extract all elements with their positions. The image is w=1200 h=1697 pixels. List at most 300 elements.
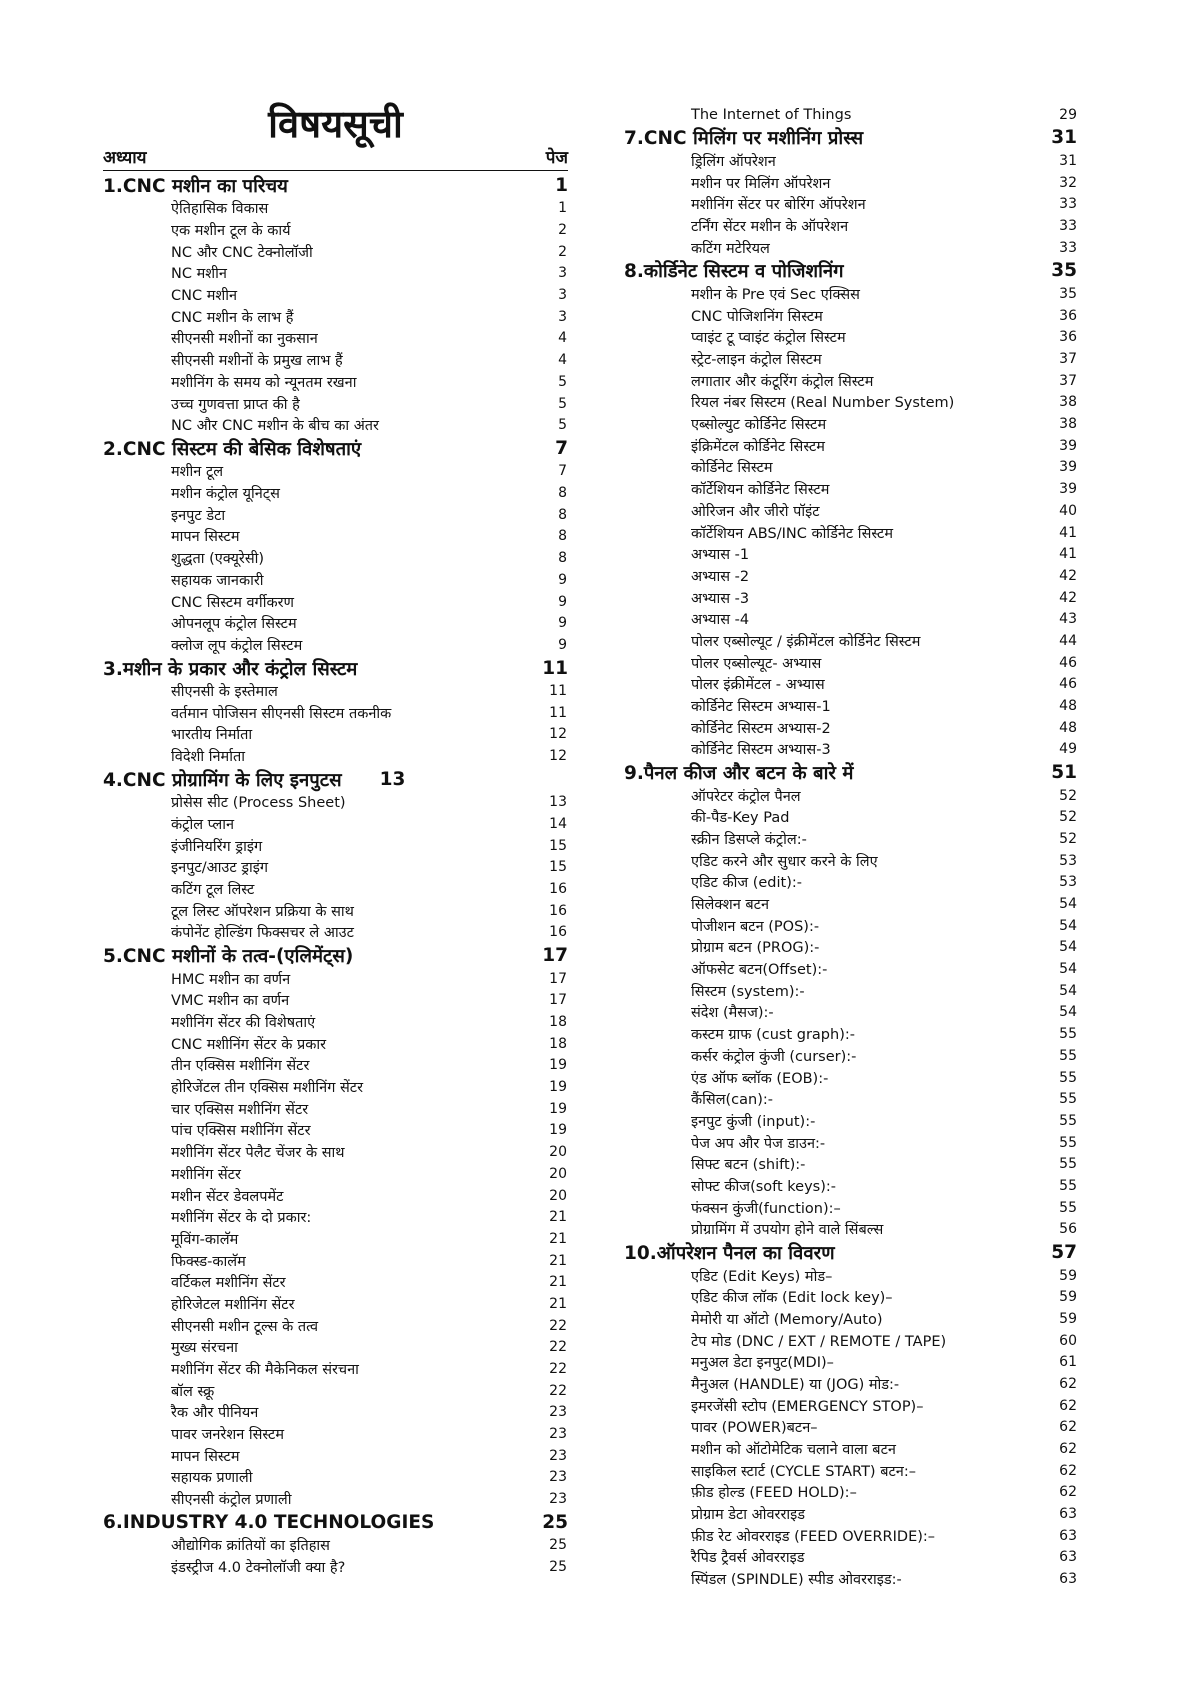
- toc-entry: [624, 806, 1077, 828]
- chapter-title: 3.मशीन के प्रकार और कंट्रोल सिस्टम: [103, 658, 358, 680]
- entry-title: ऐतिहासिक विकास: [171, 201, 269, 218]
- toc-entry: [103, 241, 568, 263]
- entry-title: टूल लिस्ट ऑपरेशन प्रक्रिया के साथ: [171, 903, 354, 920]
- toc-entry: [624, 543, 1077, 565]
- page-number: 17: [549, 970, 567, 987]
- toc-entry: [103, 1098, 568, 1120]
- toc-entry: [624, 1067, 1077, 1089]
- toc-entry: [624, 370, 1077, 392]
- entry-title: एंड ऑफ ब्लॉक (EOB):-: [691, 1070, 829, 1087]
- entry-title: मूविंग-कालॅम: [171, 1231, 239, 1248]
- entry-title: मेमोरी या ऑटो (Memory/Auto): [691, 1311, 883, 1328]
- toc-entry: [624, 872, 1077, 894]
- page-number: 54: [1059, 1004, 1077, 1021]
- chapter-heading: [103, 767, 568, 792]
- page-number: 14: [549, 816, 567, 833]
- entry-title: मशीन सेंटर डेवलपमेंट: [171, 1188, 284, 1205]
- page-number: 51: [1051, 762, 1077, 783]
- toc-entry: [624, 1330, 1077, 1352]
- entry-title: कैंसिल(can):-: [691, 1092, 774, 1109]
- toc-entry: [103, 900, 568, 922]
- toc-entry: [624, 215, 1077, 237]
- page-number: 39: [1059, 437, 1077, 454]
- entry-title: The Internet of Things: [691, 106, 852, 123]
- chapter-title: 10.ऑपरेशन पैनल का विवरण: [624, 1242, 835, 1264]
- page-number: 55: [1059, 1112, 1077, 1129]
- page-number: 56: [1059, 1221, 1077, 1238]
- toc-entry: [103, 745, 568, 767]
- page-number: 48: [1059, 719, 1077, 736]
- toc-entry: [103, 857, 568, 879]
- page-number: 55: [1059, 1134, 1077, 1151]
- toc-entry: [624, 1503, 1077, 1525]
- page-number: 37: [1059, 372, 1077, 389]
- entry-title: मशीन के Pre एवं Sec एक्सिस: [691, 286, 860, 303]
- entry-title: ओरिजन और जीरो पॉइंट: [691, 503, 820, 520]
- toc-entry: [624, 1153, 1077, 1175]
- entry-title: NC और CNC टेक्नोलॉजी: [171, 244, 313, 261]
- page-number: 18: [549, 1035, 567, 1052]
- entry-title: सोफ्ट कीज(soft keys):-: [691, 1178, 837, 1195]
- chapter-title: 8.कोर्डिनेट सिस्टम व पोजिशनिंग: [624, 261, 844, 283]
- entry-title: विदेशी निर्माता: [171, 749, 245, 766]
- toc-entry: [103, 680, 568, 702]
- page-number: 54: [1059, 917, 1077, 934]
- entry-title: पोजीशन बटन (POS):-: [691, 918, 820, 935]
- chapter-title: 1.CNC मशीन का परिचय: [103, 175, 288, 197]
- page-number: 20: [549, 1187, 567, 1204]
- toc-entry: [624, 1002, 1077, 1024]
- toc-entry: [103, 1120, 568, 1142]
- page-number: 8: [558, 528, 567, 545]
- toc-entry: [624, 937, 1077, 959]
- page-number: 31: [1051, 127, 1077, 149]
- entry-title: टर्निंग सेंटर मशीन के ऑपरेशन: [691, 219, 849, 236]
- page-number: 62: [1059, 1419, 1077, 1436]
- page-number: 59: [1059, 1310, 1077, 1327]
- entry-title: चार एक्सिस मशीनिंग सेंटर: [171, 1101, 309, 1118]
- toc-entry: [624, 587, 1077, 609]
- entry-title: इनपुट कुंजी (input):-: [691, 1113, 816, 1130]
- page-number: 40: [1059, 502, 1077, 519]
- page-number: 60: [1059, 1332, 1077, 1349]
- page-number: 62: [1059, 1484, 1077, 1501]
- page-number: 38: [1059, 394, 1077, 411]
- page-number: 21: [549, 1295, 567, 1312]
- entry-title: कोर्डिनेट सिस्टम: [691, 460, 773, 477]
- entry-title: मशीनिंग के समय को न्यूनतम रखना: [171, 374, 357, 391]
- page-number: 54: [1059, 939, 1077, 956]
- page-number: 19: [549, 1079, 567, 1096]
- toc-entry: [624, 1438, 1077, 1460]
- entry-title: कंपोनेंट होल्डिंग फिक्सचर ले आउट: [171, 925, 354, 942]
- page-number: 21: [549, 1274, 567, 1291]
- page-number: 48: [1059, 698, 1077, 715]
- toc-entry: [103, 1250, 568, 1272]
- entry-title: पोलर एब्सोल्यूट- अभ्यास: [691, 655, 822, 672]
- toc-entry: [624, 1175, 1077, 1197]
- chapter-title: 5.CNC मशीनों के तत्व-(एलिमेंट्स): [103, 946, 354, 968]
- toc-entry: [624, 237, 1077, 259]
- entry-title: कंट्रोल प्लान: [171, 817, 235, 834]
- page-number: 21: [549, 1209, 567, 1226]
- entry-title: मशीन कंट्रोल यूनिट्स: [171, 486, 280, 503]
- entry-title: की-पैड-Key Pad: [691, 810, 790, 827]
- toc-entry: [624, 1219, 1077, 1241]
- toc-entry: [624, 565, 1077, 587]
- toc-entry: [103, 1011, 568, 1033]
- page-number: 21: [549, 1252, 567, 1269]
- toc-entry: [624, 1351, 1077, 1373]
- page-number: 25: [542, 1511, 568, 1533]
- entry-title: पोलर इंक्रीमेंटल - अभ्यास: [691, 677, 825, 694]
- entry-title: फंक्सन कुंजी(function):–: [691, 1200, 841, 1217]
- entry-title: CNC मशीन: [171, 288, 238, 305]
- toc-entry: [624, 522, 1077, 544]
- page-number: 19: [549, 1057, 567, 1074]
- toc-entry: [624, 327, 1077, 349]
- toc-entry: [103, 1445, 568, 1467]
- page-number: 39: [1059, 481, 1077, 498]
- toc-entry: [103, 482, 568, 504]
- toc-entry: [624, 457, 1077, 479]
- entry-title: अभ्यास -3: [691, 590, 750, 607]
- entry-title: स्ट्रेट-लाइन कंट्रोल सिस्टम: [691, 352, 822, 369]
- entry-title: HMC मशीन का वर्णन: [171, 971, 291, 988]
- entry-title: साइकिल स्टार्ट (CYCLE START) बटन:–: [691, 1463, 916, 1480]
- entry-title: पावर (POWER)बटन–: [691, 1420, 818, 1437]
- page-number: 17: [549, 992, 567, 1009]
- entry-title: अभ्यास -1: [691, 547, 750, 564]
- chapter-heading: [103, 173, 568, 198]
- page-number: 63: [1059, 1571, 1077, 1588]
- entry-title: शुद्धता (एक्यूरेसी): [171, 551, 265, 568]
- toc-entry: [103, 461, 568, 483]
- page-number: 11: [549, 704, 567, 721]
- entry-title: मशीनिंग सेंटर के दो प्रकार:: [171, 1210, 312, 1227]
- page-number: 53: [1059, 874, 1077, 891]
- toc-entry: [103, 1467, 568, 1489]
- entry-title: मशीन टूल: [171, 464, 224, 481]
- entry-title: CNC सिस्टम वर्गीकरण: [171, 594, 295, 611]
- page-number: 52: [1059, 830, 1077, 847]
- page-number: 36: [1059, 307, 1077, 324]
- page-number: 5: [558, 373, 567, 390]
- page-number: 1: [558, 200, 567, 217]
- page-number: 46: [1059, 676, 1077, 693]
- page-number: 33: [1059, 239, 1077, 256]
- page-number: 54: [1059, 961, 1077, 978]
- page-number: 4: [558, 330, 567, 347]
- toc-entry: [103, 634, 568, 656]
- chapter-title: 7.CNC मिलिंग पर मशीनिंग प्रोस्स: [624, 128, 864, 150]
- toc-entry: [624, 1045, 1077, 1067]
- toc-entry: [103, 1337, 568, 1359]
- entry-title: सिलेक्शन बटन: [691, 897, 769, 914]
- toc-entry: [624, 500, 1077, 522]
- page-number: 33: [1059, 218, 1077, 235]
- page-number: 23: [549, 1404, 567, 1421]
- toc-entry: [103, 835, 568, 857]
- toc-entry: [103, 263, 568, 285]
- toc-entry: [624, 1265, 1077, 1287]
- entry-title: लगातार और कंटूरिंग कंट्रोल सिस्टम: [691, 373, 874, 390]
- page-number: 62: [1059, 1375, 1077, 1392]
- entry-title: कोर्डिनेट सिस्टम अभ्यास-3: [691, 742, 831, 759]
- toc-entry: [103, 1228, 568, 1250]
- toc-entry: [103, 1423, 568, 1445]
- page-number: 3: [558, 265, 567, 282]
- toc-entry: [103, 1535, 568, 1557]
- chapter-heading: [624, 760, 1077, 785]
- entry-title: प्वाइंट टू प्वाइंट कंट्रोल सिस्टम: [691, 330, 846, 347]
- page-number: 31: [1059, 153, 1077, 170]
- page-number: 9: [558, 593, 567, 610]
- page-number: 63: [1059, 1527, 1077, 1544]
- page-number: 55: [1059, 1069, 1077, 1086]
- entry-title: फिक्स्ड-कालॅम: [171, 1253, 246, 1270]
- toc-left-list: [103, 173, 568, 1578]
- toc-entry: [103, 1206, 568, 1228]
- toc-entry: [624, 1373, 1077, 1395]
- page-number: 5: [558, 395, 567, 412]
- toc-entry: [103, 1488, 568, 1510]
- entry-title: फ़ीड होल्ड (FEED HOLD):–: [691, 1485, 857, 1502]
- page-number: 12: [549, 748, 567, 765]
- page-number: 38: [1059, 416, 1077, 433]
- entry-title: पावर जनरेशन सिस्टम: [171, 1427, 285, 1444]
- page-number: 43: [1059, 611, 1077, 628]
- toc-entry: [103, 1163, 568, 1185]
- page-number: 35: [1059, 285, 1077, 302]
- entry-title: मशीनिंग सेंटर पेलैट चेंजर के साथ: [171, 1145, 345, 1162]
- toc-entry: [103, 922, 568, 944]
- toc-entry: [103, 198, 568, 220]
- toc-entry: [624, 739, 1077, 761]
- entry-title: सीएनसी कंट्रोल प्रणाली: [171, 1492, 292, 1509]
- page-number: 22: [549, 1361, 567, 1378]
- page-number: 19: [549, 1122, 567, 1139]
- entry-title: होरिजेंटल तीन एक्सिस मशीनिंग सेंटर: [171, 1080, 364, 1097]
- page-number: 12: [549, 726, 567, 743]
- toc-entry: [624, 630, 1077, 652]
- toc-entry: [624, 674, 1077, 696]
- entry-title: अभ्यास -2: [691, 568, 750, 585]
- page-number: 15: [549, 859, 567, 876]
- chapter-heading: [103, 943, 568, 968]
- toc-entry: [624, 717, 1077, 739]
- page-number: 62: [1059, 1441, 1077, 1458]
- toc-entry: [624, 305, 1077, 327]
- toc-entry: [103, 813, 568, 835]
- entry-title: तीन एक्सिस मशीनिंग सेंटर: [171, 1058, 310, 1075]
- entry-title: सिस्टम (system):-: [691, 983, 805, 1000]
- entry-title: मनुअल डेटा इनपुट(MDI)–: [691, 1355, 834, 1372]
- entry-title: कटिंग टूल लिस्ट: [171, 882, 255, 899]
- toc-left-column: [103, 100, 568, 1578]
- page-number: 18: [549, 1014, 567, 1031]
- page-number: 22: [549, 1339, 567, 1356]
- toc-entry: [103, 968, 568, 990]
- entry-title: सहायक प्रणाली: [171, 1470, 253, 1487]
- page-number: 63: [1059, 1549, 1077, 1566]
- entry-title: एडिट करने और सुधार करने के लिए: [691, 853, 878, 870]
- toc-entry: [103, 284, 568, 306]
- entry-title: मापन सिस्टम: [171, 529, 240, 546]
- chapter-title: 6.INDUSTRY 4.0 TECHNOLOGIES: [103, 1511, 435, 1533]
- entry-title: ऑफसेट बटन(Offset):-: [691, 962, 828, 979]
- toc-entry: [624, 1088, 1077, 1110]
- entry-title: पेज अप और पेज डाउन:-: [691, 1135, 826, 1152]
- page-number: 9: [558, 615, 567, 632]
- toc-entry: [103, 612, 568, 634]
- toc-entry: [103, 1293, 568, 1315]
- page-number: 52: [1059, 787, 1077, 804]
- toc-entry: [624, 1568, 1077, 1590]
- page-number: 2: [558, 222, 567, 239]
- toc-entry: [624, 915, 1077, 937]
- toc-entry: [103, 990, 568, 1012]
- toc-entry: [624, 608, 1077, 630]
- toc-entry: [624, 172, 1077, 194]
- entry-title: CNC पोजिशनिंग सिस्टम: [691, 308, 823, 325]
- toc-entry: [624, 1547, 1077, 1569]
- toc-entry: [103, 1185, 568, 1207]
- toc-entry: [103, 504, 568, 526]
- page-number: 35: [1051, 260, 1077, 282]
- toc-entry: [624, 104, 1077, 126]
- page-number: 2: [558, 243, 567, 260]
- entry-title: सिफ्ट बटन (shift):-: [691, 1157, 806, 1174]
- entry-title: एडिट कीज लॉक (Edit lock key)–: [691, 1290, 893, 1307]
- toc-entry: [103, 1315, 568, 1337]
- page-number: 11: [542, 657, 568, 679]
- entry-title: कॉर्टेशियन ABS/INC कोर्डिनेट सिस्टम: [691, 525, 893, 542]
- toc-entry: [624, 828, 1077, 850]
- toc-entry: [103, 547, 568, 569]
- page-number: 3: [558, 287, 567, 304]
- entry-title: इनपुट डेटा: [171, 507, 226, 524]
- page-number: 39: [1059, 459, 1077, 476]
- chapter-heading: [624, 1240, 1077, 1265]
- page-number: 41: [1059, 546, 1077, 563]
- entry-title: CNC मशीनिंग सेंटर के प्रकार: [171, 1036, 327, 1053]
- entry-title: ऑपरेटर कंट्रोल पैनल: [691, 788, 801, 805]
- page-number: 36: [1059, 329, 1077, 346]
- page-number: 33: [1059, 196, 1077, 213]
- entry-title: औद्योगिक क्रांतियों का इतिहास: [171, 1538, 330, 1555]
- page-number: 20: [549, 1165, 567, 1182]
- chapter-column-label: अध्याय: [103, 148, 147, 168]
- toc-entry: [103, 1358, 568, 1380]
- page-number: 23: [549, 1426, 567, 1443]
- page-number: 61: [1059, 1354, 1077, 1371]
- entry-title: मशीनिंग सेंटर पर बोरिंग ऑपरेशन: [691, 197, 866, 214]
- toc-entry: [103, 1076, 568, 1098]
- entry-title: फ़ीड रेट ओवरराइड (FEED OVERRIDE):–: [691, 1528, 936, 1545]
- entry-title: प्रोग्राम बटन (PROG):-: [691, 940, 820, 957]
- toc-entry: [103, 393, 568, 415]
- toc-entry: [624, 1460, 1077, 1482]
- page-number: 20: [549, 1144, 567, 1161]
- page-number: 62: [1059, 1462, 1077, 1479]
- page-number: 62: [1059, 1397, 1077, 1414]
- toc-entry: [103, 349, 568, 371]
- entry-title: एडिट कीज (edit):-: [691, 875, 802, 892]
- entry-title: कस्टम ग्राफ (cust graph):-: [691, 1027, 855, 1044]
- entry-title: सीएनसी मशीनों का नुकसान: [171, 331, 318, 348]
- page-number: 4: [558, 352, 567, 369]
- entry-title: प्रोग्रामिंग में उपयोग होने वाले सिंबल्स: [691, 1222, 884, 1239]
- entry-title: मशीनिंग सेंटर की मैकेनिकल संरचना: [171, 1362, 359, 1379]
- toc-entry: [103, 878, 568, 900]
- entry-title: इनपुट/आउट ड्राइंग: [171, 860, 269, 877]
- page-number: 11: [549, 683, 567, 700]
- chapter-heading: [103, 1510, 568, 1535]
- entry-title: मुख्य संरचना: [171, 1340, 238, 1357]
- page-number: 41: [1059, 524, 1077, 541]
- page-column-label: पेज: [545, 148, 568, 168]
- page-number: 59: [1059, 1267, 1077, 1284]
- page-number: 8: [558, 550, 567, 567]
- toc-entry: [103, 1556, 568, 1578]
- page-number: 21: [549, 1230, 567, 1247]
- page-number: 55: [1059, 1026, 1077, 1043]
- page-number: 49: [1059, 741, 1077, 758]
- page-number: 23: [549, 1447, 567, 1464]
- page-number: 5: [558, 417, 567, 434]
- page-number: 23: [549, 1491, 567, 1508]
- toc-entry: [624, 785, 1077, 807]
- entry-title: NC और CNC मशीन के बीच का अंतर: [171, 418, 379, 435]
- toc-entry: [103, 702, 568, 724]
- column-header: [103, 148, 568, 171]
- entry-title: VMC मशीन का वर्णन: [171, 993, 290, 1010]
- entry-title: ड्रिलिंग ऑपरेशन: [691, 154, 776, 171]
- entry-title: बॉल स्क्रू: [171, 1383, 215, 1400]
- page-number: 53: [1059, 852, 1077, 869]
- entry-title: एब्सोल्युट कोर्डिनेट सिस्टम: [691, 417, 827, 434]
- toc-entry: [103, 328, 568, 350]
- page-number: 3: [558, 308, 567, 325]
- entry-title: मैनुअल (HANDLE) या (JOG) मोड:-: [691, 1376, 900, 1393]
- chapter-heading: [624, 126, 1077, 151]
- page-number: 7: [555, 437, 568, 459]
- chapter-heading: [103, 656, 568, 681]
- entry-title: मशीनिंग सेंटर: [171, 1166, 241, 1183]
- toc-entry: [103, 306, 568, 328]
- toc-entry: [103, 219, 568, 241]
- toc-entry: [624, 413, 1077, 435]
- page-number: 8: [558, 485, 567, 502]
- toc-entry: [624, 1286, 1077, 1308]
- page-number: 17: [542, 945, 568, 967]
- chapter-heading: [624, 259, 1077, 284]
- toc-entry: [624, 194, 1077, 216]
- page-number: 25: [549, 1537, 567, 1554]
- entry-title: सीएनसी मशीनों के प्रमुख लाभ हैं: [171, 353, 343, 370]
- toc-right-list: [624, 104, 1077, 1590]
- entry-title: वर्तमान पोजिसन सीएनसी सिस्टम तकनीक: [171, 705, 392, 722]
- toc-entry: [624, 1132, 1077, 1154]
- page-number: 37: [1059, 351, 1077, 368]
- toc-entry: [624, 958, 1077, 980]
- entry-title: कर्सर कंट्रोल कुंजी (curser):-: [691, 1048, 857, 1065]
- entry-title: इंडस्ट्रीज 4.0 टेक्नोलॉजी क्या है?: [171, 1560, 346, 1577]
- page-number: 29: [1059, 106, 1077, 123]
- entry-title: वर्टिकल मशीनिंग सेंटर: [171, 1275, 286, 1292]
- toc-entry: [624, 283, 1077, 305]
